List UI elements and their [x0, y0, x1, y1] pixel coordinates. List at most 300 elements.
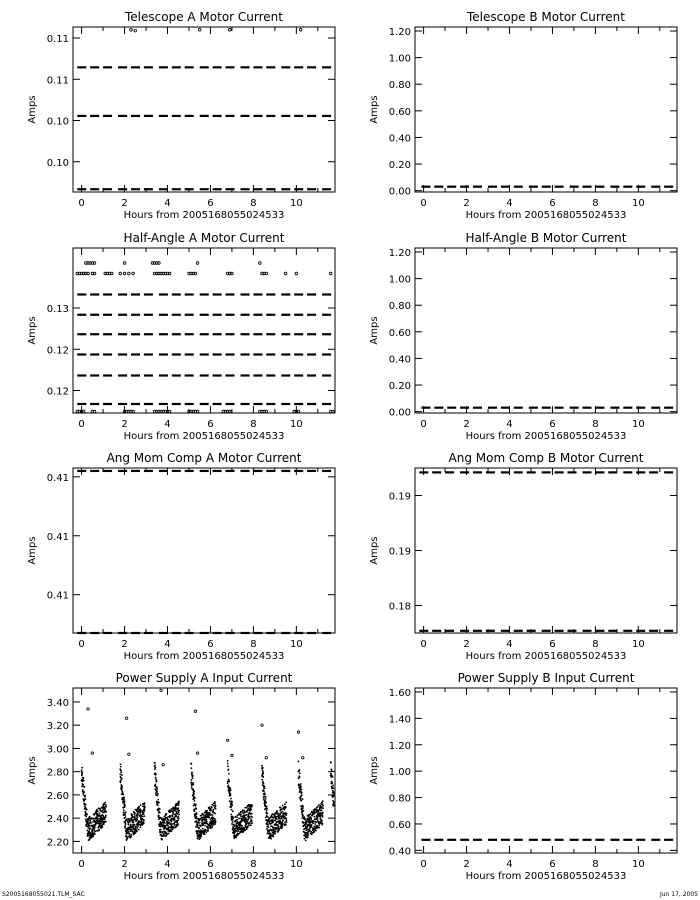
data-point [104, 818, 106, 820]
data-point [286, 813, 288, 815]
data-point [121, 774, 123, 776]
data-point [332, 800, 334, 802]
data-point-outlier [226, 739, 228, 741]
x-tick-label: 2 [121, 419, 128, 430]
data-point [281, 827, 283, 829]
chart-title: Telescope A Motor Current [125, 10, 283, 24]
data-point [172, 829, 174, 831]
y-axis-label: Amps [27, 756, 38, 785]
chart-panel-3 [27, 231, 335, 442]
data-point [301, 789, 303, 791]
data-point [310, 821, 312, 823]
data-point [190, 779, 192, 781]
data-point [280, 808, 282, 810]
data-point [248, 825, 250, 827]
data-point [317, 806, 319, 808]
data-point [244, 811, 246, 813]
x-tick-label: 8 [592, 198, 599, 209]
data-point [123, 272, 126, 275]
data-point [196, 262, 199, 265]
y-tick-label: 1.20 [388, 740, 411, 752]
data-point [204, 829, 206, 831]
data-point [168, 821, 170, 823]
data-point [88, 822, 90, 824]
data-point [265, 798, 267, 800]
x-tick-label: 6 [207, 198, 214, 209]
data-point [160, 829, 162, 831]
data-point [175, 806, 177, 808]
data-point [332, 776, 334, 778]
data-point [134, 815, 136, 817]
data-point [259, 262, 262, 265]
data-point [262, 769, 264, 771]
data-point [214, 801, 216, 803]
data-point [139, 811, 141, 813]
data-point-outlier [194, 710, 196, 712]
data-point [241, 811, 243, 813]
data-point [97, 811, 99, 813]
y-tick-label: 0.10 [46, 116, 69, 128]
data-point [158, 815, 160, 817]
x-tick-label: 10 [289, 639, 303, 650]
data-point [89, 827, 91, 829]
data-point [266, 808, 268, 810]
data-point [199, 837, 201, 839]
data-point [174, 819, 176, 821]
data-point [156, 788, 158, 790]
data-point [322, 807, 324, 809]
data-point [232, 810, 234, 812]
y-tick-label: 0.41 [46, 472, 69, 484]
y-tick-label: 1.20 [388, 26, 411, 38]
data-point [124, 814, 126, 816]
data-point [251, 819, 253, 821]
x-tick-label: 6 [549, 639, 556, 650]
data-point [144, 802, 146, 804]
data-point-outlier [128, 753, 130, 755]
y-axis-label: Amps [369, 536, 380, 565]
data-point [272, 821, 274, 823]
y-tick-label: 3.00 [46, 744, 69, 756]
data-point [319, 809, 321, 811]
x-tick-label: 2 [121, 639, 128, 650]
y-tick-label: 0.60 [388, 106, 411, 118]
data-point [178, 810, 180, 812]
data-point [302, 810, 304, 812]
data-point [302, 822, 304, 824]
x-tick-label: 10 [631, 639, 645, 650]
data-point [236, 816, 238, 818]
data-point-outlier [297, 731, 299, 733]
data-point [194, 800, 196, 802]
data-point [119, 773, 121, 775]
data-point [130, 836, 132, 838]
data-point [165, 819, 167, 821]
x-tick-label: 8 [250, 198, 257, 209]
data-point [123, 809, 125, 811]
data-point [154, 765, 156, 767]
data-point [195, 804, 197, 806]
data-point [105, 814, 107, 816]
data-point [105, 816, 107, 818]
plot-frame [73, 27, 335, 192]
x-tick-label: 8 [250, 419, 257, 430]
data-point [136, 827, 138, 829]
data-point [134, 824, 136, 826]
data-point [194, 797, 196, 799]
data-point [81, 769, 83, 771]
data-point [301, 794, 303, 796]
y-tick-label: 2.60 [46, 790, 69, 802]
data-point-outlier [261, 724, 263, 726]
data-point [240, 816, 242, 818]
data-point [120, 766, 122, 768]
y-tick-label: 0.13 [46, 304, 69, 315]
chart-panel-7 [27, 671, 335, 882]
data-point [202, 821, 204, 823]
data-point [330, 773, 332, 775]
data-point [190, 767, 192, 769]
data-point [241, 825, 243, 827]
x-axis-label: Hours from 2005168055024533 [123, 871, 285, 882]
data-point [228, 410, 231, 413]
data-point [178, 818, 180, 820]
data-point [306, 821, 308, 823]
data-point [196, 410, 199, 413]
data-point [137, 816, 139, 818]
data-point-outlier [196, 752, 198, 754]
data-point [261, 779, 263, 781]
data-point [322, 800, 324, 802]
x-tick-label: 0 [420, 419, 427, 430]
data-point [281, 811, 283, 813]
data-point [120, 770, 122, 772]
data-point [285, 824, 287, 826]
data-point [266, 813, 268, 815]
data-point [295, 272, 298, 275]
data-point [195, 808, 197, 810]
data-point [231, 804, 233, 806]
data-point [134, 812, 136, 814]
x-tick-label: 6 [207, 639, 214, 650]
y-tick-label: 0.60 [388, 327, 411, 339]
x-tick-label: 6 [549, 198, 556, 209]
data-point [170, 830, 172, 832]
data-point [322, 805, 324, 807]
x-tick-label: 10 [289, 419, 303, 430]
data-point [158, 802, 160, 804]
x-axis-label: Hours from 2005168055024533 [465, 871, 627, 882]
data-point [87, 819, 89, 821]
data-point [194, 810, 196, 812]
chart-title: Telescope B Motor Current [466, 10, 626, 24]
data-point-outlier [160, 689, 162, 691]
data-point [176, 821, 178, 823]
data-point [270, 833, 272, 835]
data-point [144, 810, 146, 812]
data-point [270, 838, 272, 840]
footer-source-file: S2005168055021.TLM_SAC [2, 891, 85, 898]
data-point [280, 806, 282, 808]
data-point [87, 272, 90, 275]
data-point [124, 800, 126, 802]
data-point [193, 805, 195, 807]
x-axis-label: Hours from 2005168055024533 [465, 210, 627, 221]
data-point [122, 794, 124, 796]
data-point [141, 820, 143, 822]
data-point [168, 410, 171, 413]
x-tick-label: 4 [164, 639, 171, 650]
y-tick-label: 1.20 [388, 247, 411, 259]
data-point [299, 28, 302, 31]
data-point [99, 812, 101, 814]
data-point [264, 787, 266, 789]
data-point [100, 808, 102, 810]
data-point [242, 830, 244, 832]
y-tick-label: 0.40 [388, 846, 411, 858]
data-point [121, 789, 123, 791]
data-point [284, 803, 286, 805]
data-point [215, 808, 217, 810]
data-point [310, 826, 312, 828]
data-point [310, 831, 312, 833]
x-tick-label: 0 [420, 198, 427, 209]
data-point [160, 834, 162, 836]
x-tick-label: 6 [549, 859, 556, 870]
data-point [307, 832, 309, 834]
y-tick-label: 1.00 [388, 767, 411, 779]
data-point [120, 782, 122, 784]
data-point [129, 833, 131, 835]
data-point [190, 763, 192, 765]
data-point [155, 773, 157, 775]
data-point [300, 800, 302, 802]
data-point [158, 262, 161, 265]
x-tick-label: 6 [207, 419, 214, 430]
data-point [98, 829, 100, 831]
data-point [297, 410, 300, 413]
data-point [205, 832, 207, 834]
data-point [275, 829, 277, 831]
data-point [261, 765, 263, 767]
y-tick-label: 0.40 [388, 133, 411, 145]
data-point [197, 825, 199, 827]
data-point [95, 830, 97, 832]
footer-date: Jun 17, 2005 [659, 891, 698, 898]
data-point [249, 823, 251, 825]
data-point [124, 805, 126, 807]
data-point [161, 839, 163, 841]
data-point [230, 789, 232, 791]
data-point [269, 821, 271, 823]
y-tick-label: 0.80 [388, 301, 411, 313]
data-point [262, 781, 264, 783]
chart-panel-2 [369, 10, 677, 221]
data-point [284, 272, 287, 275]
data-point [144, 808, 146, 810]
data-point [251, 816, 253, 818]
data-point [232, 819, 234, 821]
data-point [123, 796, 125, 798]
data-point [263, 790, 265, 792]
data-point [85, 804, 87, 806]
data-point [81, 772, 83, 774]
data-point [317, 820, 319, 822]
data-point [331, 770, 333, 772]
x-tick-label: 8 [592, 639, 599, 650]
data-point [156, 789, 158, 791]
data-point [138, 806, 140, 808]
data-point [81, 767, 83, 769]
data-point [177, 807, 179, 809]
data-point [210, 818, 212, 820]
x-axis-label: Hours from 2005168055024533 [465, 651, 627, 662]
data-point [85, 816, 87, 818]
data-point [178, 801, 180, 803]
data-point [178, 811, 180, 813]
data-point [130, 834, 132, 836]
data-point [228, 28, 231, 31]
data-point [246, 814, 248, 816]
data-point [313, 820, 315, 822]
plot-frame [73, 468, 335, 633]
x-tick-label: 4 [506, 198, 513, 209]
x-tick-label: 8 [250, 639, 257, 650]
data-point [193, 790, 195, 792]
data-point [85, 798, 87, 800]
y-tick-label: 0.11 [46, 34, 69, 45]
x-tick-label: 8 [250, 859, 257, 870]
data-point [125, 824, 127, 826]
y-tick-label: 0.12 [46, 386, 69, 398]
data-point [102, 826, 104, 828]
data-point [264, 785, 266, 787]
data-point [305, 834, 307, 836]
data-point [140, 804, 142, 806]
data-point [104, 802, 106, 804]
data-point [154, 768, 156, 770]
data-point [206, 819, 208, 821]
data-point [155, 777, 157, 779]
data-point [229, 787, 231, 789]
data-point-outlier [91, 752, 93, 754]
data-point [309, 830, 311, 832]
data-point [227, 765, 229, 767]
data-point [143, 821, 145, 823]
data-point [320, 815, 322, 817]
data-point [125, 822, 127, 824]
data-point [307, 834, 309, 836]
data-point [318, 804, 320, 806]
data-point [245, 818, 247, 820]
data-point [82, 410, 85, 413]
y-axis-label: Amps [369, 316, 380, 345]
x-tick-label: 4 [164, 198, 171, 209]
data-point [167, 816, 169, 818]
data-point [276, 818, 278, 820]
data-point [154, 784, 156, 786]
data-point [262, 773, 264, 775]
data-point [215, 805, 217, 807]
data-point [267, 816, 269, 818]
data-point [208, 816, 210, 818]
y-tick-label: 0.20 [388, 160, 411, 172]
data-point [250, 809, 252, 811]
data-point [278, 816, 280, 818]
chart-panel-1 [27, 10, 335, 221]
data-point [231, 801, 233, 803]
data-point [125, 811, 127, 813]
data-point [206, 810, 208, 812]
data-point [235, 830, 237, 832]
data-point [285, 818, 287, 820]
data-point [132, 822, 134, 824]
data-point [202, 828, 204, 830]
data-point [170, 821, 172, 823]
data-point [120, 771, 122, 773]
data-point [318, 827, 320, 829]
x-axis-label: Hours from 2005168055024533 [123, 210, 285, 221]
data-point [198, 827, 200, 829]
data-point [246, 811, 248, 813]
data-point [123, 798, 125, 800]
data-point [136, 830, 138, 832]
x-axis-label: Hours from 2005168055024533 [123, 431, 285, 442]
x-tick-label: 4 [164, 419, 171, 430]
plot-frame [415, 688, 677, 853]
data-point-outlier [265, 757, 267, 759]
y-tick-label: 2.20 [46, 837, 69, 849]
data-point [304, 838, 306, 840]
data-point [157, 793, 159, 795]
data-point [132, 816, 134, 818]
y-tick-label: 1.40 [388, 714, 411, 726]
data-point [93, 818, 95, 820]
data-point [307, 836, 309, 838]
data-point [233, 817, 235, 819]
data-point [136, 819, 138, 821]
data-point [313, 825, 315, 827]
data-point [175, 815, 177, 817]
y-tick-label: 0.60 [388, 819, 411, 831]
data-point [172, 815, 174, 817]
data-point [143, 819, 145, 821]
data-point [83, 791, 85, 793]
data-point [237, 814, 239, 816]
data-point [101, 824, 103, 826]
data-point [272, 836, 274, 838]
data-point [331, 782, 333, 784]
data-point [144, 815, 146, 817]
data-point [143, 813, 145, 815]
data-point [213, 805, 215, 807]
data-point [168, 272, 171, 275]
data-point [92, 829, 94, 831]
data-point [333, 791, 335, 793]
y-tick-label: 1.60 [388, 687, 411, 699]
data-point [285, 802, 287, 804]
data-point [134, 29, 137, 32]
data-point [87, 827, 89, 829]
data-point [157, 795, 159, 797]
data-point [166, 813, 168, 815]
data-point [142, 816, 144, 818]
data-point [156, 791, 158, 793]
data-point [230, 814, 232, 816]
x-tick-label: 0 [78, 639, 85, 650]
data-point [177, 815, 179, 817]
data-point [125, 816, 127, 818]
